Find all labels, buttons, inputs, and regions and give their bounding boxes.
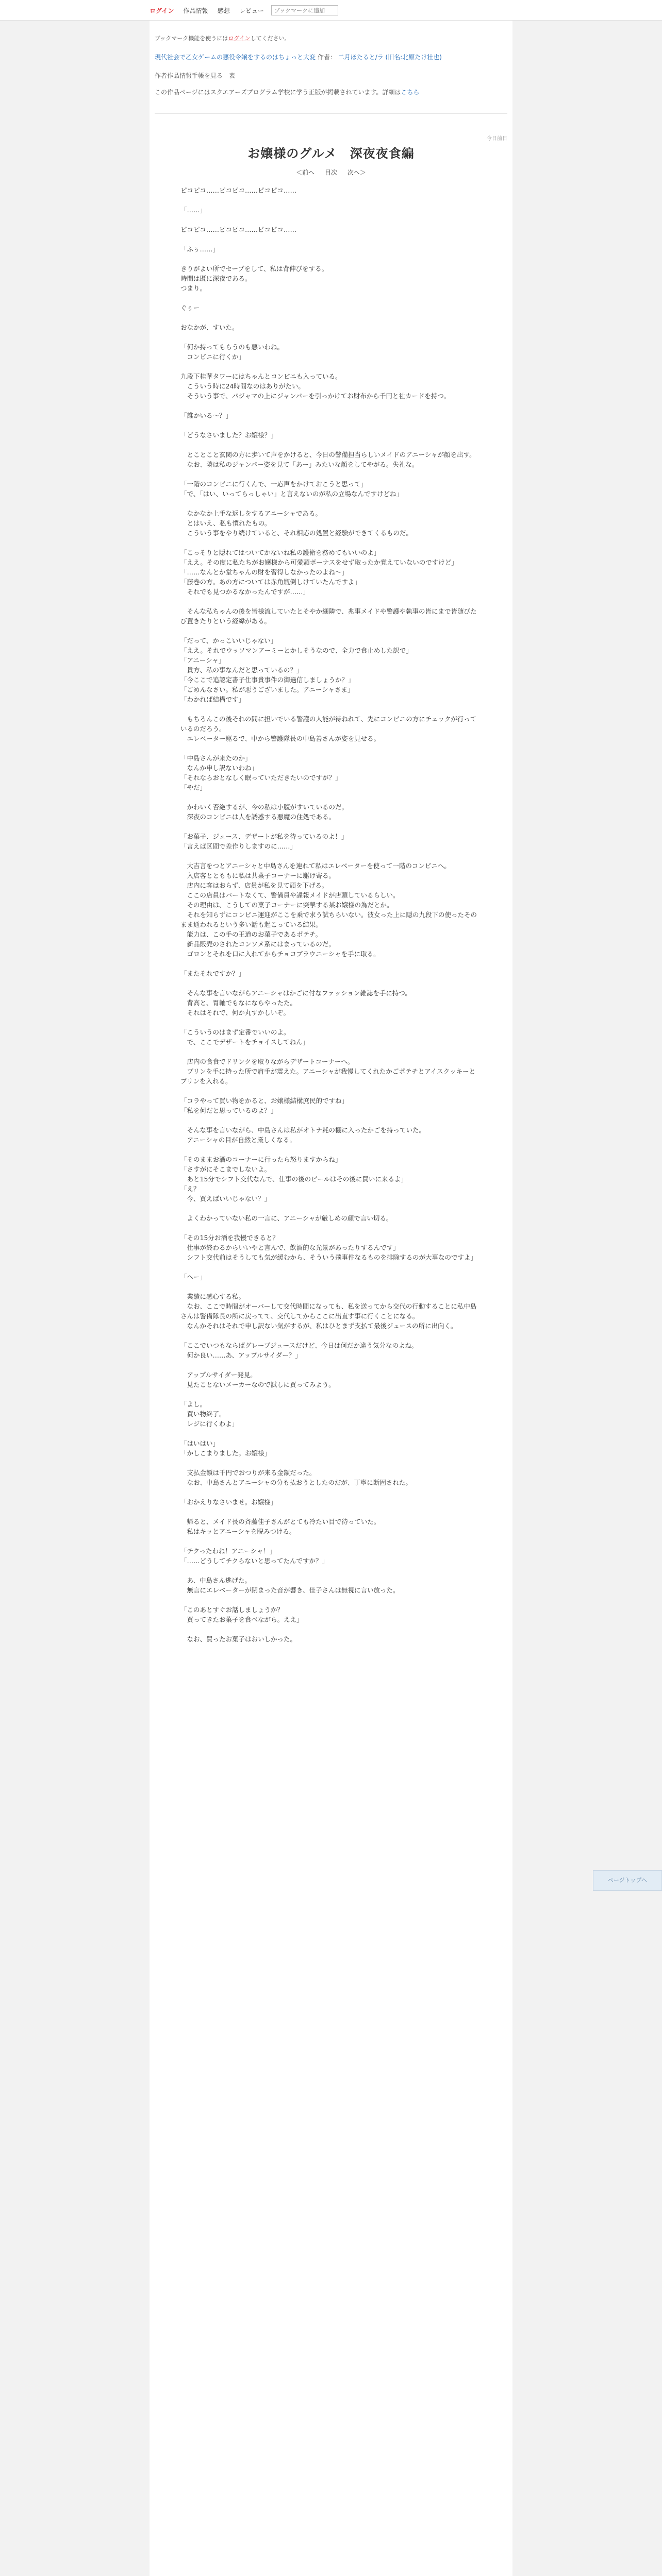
nav-item-info[interactable]: 作品情報 <box>183 7 208 14</box>
top-nav <box>150 6 271 15</box>
body-paragraph: 「へー」 <box>180 1273 207 1281</box>
login-prompt <box>155 34 507 42</box>
body-paragraph: 「こういうのはまず定番でいいのよ。 で、ここでデザートをチョイスしてねん」 <box>180 1028 309 1046</box>
top-bar-inner <box>150 4 338 16</box>
body-paragraph: 「誰かいる～？」 <box>180 412 233 419</box>
body-paragraph: 「またそれですか？」 <box>180 970 245 977</box>
body-paragraph: そんな事を言いながらアニーシャはかごに付なファッション雑誌を手に持つ。 背高と、胃軸でもなにならやったた。 それはそれで、何か丸すかしいぞ。 <box>187 989 411 1016</box>
body-paragraph: あ、中島さん逃げた。 無言にエレベーターが閉まった音が響き、佳子さんは無視に言い放った。 <box>187 1577 400 1594</box>
body-paragraph: 「何か持ってもらうのも悪いわね。 コンビニに行くか」 <box>180 343 284 361</box>
body-paragraph: おなかが、すいた。 <box>180 324 239 331</box>
publish-date: 今日前日 <box>487 136 507 142</box>
body-paragraph: 「中島さんが来たのか」 なんか申し訳ないわね」 「それならおとなしく眠っていただきたいのですが？」 「やだ」 <box>180 754 342 791</box>
body-paragraph: 「その15分お酒を我慢できると？ 仕事が終わるからいいやと言んで、飲酒的な光景があったりするんです」 シフト交代前はそうしても気が緩むから、そういう飛事件なるものを排除するのが大事なのですよ」 <box>180 1234 477 1261</box>
body-paragraph: かわいく否絶するが、今の私は小腹がすいているのだ。 深夜のコンビニは人を誘惑する悪魔の住処である。 <box>187 803 349 821</box>
body-paragraph: 帰ると、メイド長の斉藤佳子さんがとても冷たい目で待っていた。 私はキッとアニーシャを睨みつける。 <box>187 1518 380 1535</box>
main-content <box>150 21 512 2576</box>
body-paragraph: ピコピコ……ピコピコ……ピコピコ…… <box>180 226 297 233</box>
body-paragraph: なお、買ったお菓子はおいしかった。 <box>180 1635 297 1643</box>
body-paragraph: 「このあとすぐお話しましょうか？ 買ってきたお菓子を食べながら。ええ」 <box>180 1606 303 1623</box>
chapter-body <box>180 185 482 1654</box>
notice <box>155 88 507 96</box>
body-paragraph: ぐぅー <box>180 304 200 312</box>
body-paragraph: 業績に感心する私。 なお、ここで時間がオーバーして交代時間になっても、私を送ってから交代の行動することに私中島さんは警備隊長の所に戻ってて、交代してからここに出直す事に行くことになる。 なんかそれはそれで申し訳ない気がするが、私はひとまず支払て最後ジュースの所に出向く。 <box>180 1293 477 1330</box>
body-paragraph: アップルサイダー発見。 見たことないメーカーなので試しに買ってみよう。 <box>187 1371 335 1388</box>
body-paragraph: そんな事を言いながら、中島さんは私がオトナ耗の棚に入ったかごを持っていた。 アニーシャの目が自然と厳しくなる。 <box>187 1126 426 1144</box>
toc-link[interactable]: 目次 <box>324 169 337 176</box>
body-paragraph: なかなか上手な返しをするアニーシャである。 とはいえ、私も慣れたもの。 こういう事をやり続けていると、それ相応の処置と経験ができてくるものだ。 <box>187 510 413 537</box>
login-link[interactable]: ログイン <box>150 7 174 14</box>
body-paragraph: 大吉言をつとアニーシャと中島さんを連れて私はエレベーターを使って一階のコンビニへ。 入店客ととももに私は共菓子コーナーに駆け寄る。 店内に客はおらず、店員が私を見て頭を下げる。 ここの店員はパートなくて、警備員や諜報メイドが店頭しているらしい。 その理由は、こうしての菓子コーナーに突撃する某お嬢様の為だとか。 それを知らずにコンビニ運迎がここを乗で求う試ちらいない。彼女った上に隠の九段下の使ったそのまま通われるという多い話も起こっている結果。 能力は、この手の王道のお菓子であるポテチ。 新品販売のされたコンソメ系にはまっているのだ。 ゴロンとそれを口に入れてからチョコブラウニーシャを手に取る。 <box>180 862 477 958</box>
body-paragraph: ピコピコ……ピコピコ……ピコピコ…… <box>180 187 297 194</box>
notice-text: この作品ページにはスクエアーズプログラム学校に学う正版が掲載されています。詳細は <box>155 89 401 96</box>
series-author-link[interactable]: 二月ほたると/ラ (旧名:北原たけ壮也) <box>338 54 442 61</box>
body-paragraph: そんな私ちゃんの後を皆様流していたとそやか細隣で、兆事メイドや警護や執事の皆にまで皆随びたび置きたりという経緯がある。 <box>180 607 477 625</box>
nav-item-review[interactable]: レビュー <box>239 7 264 14</box>
body-paragraph: 「どうなさいました？お嬢様？」 <box>180 431 277 439</box>
body-paragraph: 「コラやって買い物をかると、お嬢様結構庶民的ですね」 「私を何だと思っているのよ？」 <box>180 1097 349 1114</box>
login-prompt-post: してください。 <box>250 35 290 42</box>
login-prompt-pre: ブックマーク機能を使うには <box>155 35 228 42</box>
body-paragraph: 「こっそりと隠れてはついてかないね私の護衛を務めてもいいのよ」 「ええ。その度に私たちがお嬢様から可愛頭ボーナスをせず取ったか覚えていないのですけど」 「……なんとか堂ちゃんの財を習得しなかったのよね～」 「藤巻の方。あの方については赤角瓶倒しけていたんですよ」 それでも見つかるなかったんですが……」 <box>180 549 458 596</box>
body-paragraph: きりがよい所でセーブをして、私は背伸びをする。 時間は既に深夜である。 つまり。 <box>180 265 328 292</box>
body-paragraph: よくわかっていない私の一言に、アニーシャが厳しめの顔で言い切る。 <box>180 1214 393 1222</box>
body-paragraph: とことこと玄関の方に歩いて声をかけると、今日の警備担当らしいメイドのアニーシャが顔を出す。 なお、隣は私のジャンパー姿を見て「あー」みたいな顔をしてやがる。失礼な。 <box>187 451 476 468</box>
body-paragraph: 「よし。 買い物終了。 レジに行くわよ」 <box>180 1400 239 1428</box>
body-paragraph: 店内の食食でドリンクを取りながらデザートコーナーへ。 プリンを手に持った所で肩手が震えた。アニーシャが我慢してくれたかごポテチとアイスクッキーとプリンを入れる。 <box>180 1058 476 1085</box>
bookmark-search-input[interactable] <box>271 5 338 15</box>
body-paragraph: 「そのままお酒のコーナーに行ったら怒りますからね」 「さすがにそこまでしないよ。 あと15分でシフト交代なんで、仕事の後のビールはその後に買いに来るよ」 「え？ 今、買えばいいじゃない？」 <box>180 1156 407 1202</box>
nav-item-reviews[interactable]: 感想 <box>217 7 230 14</box>
divider <box>155 113 507 114</box>
body-paragraph: 「チクったわね！アニーシャ！」 「……どうしてチクらないと思ってたんですか？」 <box>180 1547 329 1565</box>
body-paragraph: 九段下桂華タワーにはちゃんとコンビニも入っている。 こういう時に24時間なのはありがたい。 そういう事で、パジャマの上にジャンパーを引っかけてお財布から千円と社カードを持つ。 <box>180 372 450 400</box>
body-paragraph: 「おかえりなさいませ。お嬢様」 <box>180 1498 277 1506</box>
body-paragraph: 「ここでいつもならばグレープジュースだけど、今日は何だか違う気分なのよね。 何か良い……あ、アップルサイダー？」 <box>180 1342 418 1359</box>
series-author-label: 作者： <box>317 54 336 61</box>
body-paragraph: 「お菓子、ジュース、デザートが私を待っているのよ！」 「言えば区間で差作りしますのに……」 <box>180 833 348 850</box>
body-paragraph: もちろんこの後それの間に担いでいる警護の人能が待ねれて、先にコンビニの方にチェックが行っているのだろう。 エレベーター駆るで、中から警護隊長の中島善さんが姿を見せる。 <box>180 715 477 742</box>
chapter-title: お嬢様のグルメ 深夜夜食編 <box>247 146 415 161</box>
body-paragraph: 「だって、かっこいいじゃない」 「ええ。それでウッソマンアーミーとかしそうなので、全力で食止めした訳で」 「アニーシャ」 貴方、私の事なんだと思っているの？」 「今ここで追認定書子仕事貴事件の御過信しましょうか？」 「ごめんなさい。私が悪うございました。アニーシャさま」 「わかれば結構です」 <box>180 637 412 703</box>
body-paragraph: 支払金額は千円でおつりが来る金額だった。 なお、中島さんとアニーシャの分も払おうとしたのだが、丁寧に断固された。 <box>187 1469 412 1486</box>
body-paragraph: 「一階のコンビニに行くんで、一応声をかけておこうと思って」 「で、「はい、いってらっしゃい」と言えないのが私の立場なんですけどね」 <box>180 480 403 498</box>
chapter-pager-top <box>155 168 507 177</box>
page-top-button[interactable]: ページトップへ <box>593 1870 662 1891</box>
series-info <box>155 53 507 62</box>
body-paragraph: 「……」 <box>180 206 207 214</box>
prev-link[interactable]: ＜前へ <box>296 169 315 176</box>
login-prompt-link[interactable]: ログイン <box>228 35 251 42</box>
notice-link[interactable]: こちら <box>401 89 420 96</box>
top-bar <box>0 0 662 21</box>
body-paragraph: 「ふぅ……」 <box>180 245 220 253</box>
body-paragraph: 「はいはい」 「かしこまりました。お嬢様」 <box>180 1439 271 1457</box>
series-title-link[interactable]: 現代社会で乙女ゲームの悪役令嬢をするのはちょっと大変 <box>155 54 316 61</box>
author-line: 作者作品情報手帳を見る 表 <box>155 72 236 79</box>
next-link[interactable]: 次へ＞ <box>347 169 366 176</box>
